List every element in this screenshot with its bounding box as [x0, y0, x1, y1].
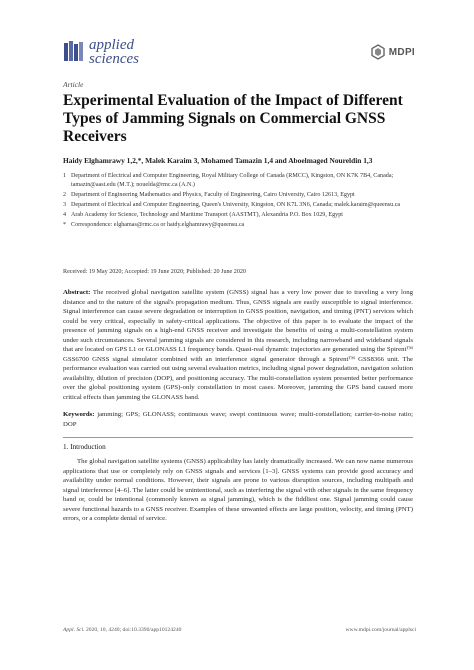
section-divider: [63, 437, 413, 438]
affiliation-text: Department of Engineering Mathematics and Physics, Faculty of Engineering, Cairo University, Cairo 12613, Egypt: [71, 192, 355, 199]
abstract-text: The received global navigation satellite system (GNSS) signal has a very low power due to traveling a very long distance and to the nature of the signal's propagation medium. Thus, GNSS signals are easily susceptible to signal interference. Signal interference can cause severe degradation or interruption in GNSS position, navigation, and timing (PNT) services which could be very critical, especially in safety-critical applications. The objective of this paper is to evaluate the impact of the presence of jamming signals on a high-end GNSS receiver and investigate the benefits of using a multi-constellation system under such circumstances. Several jamming signals are considered in this research, including narrowband and wideband signals that are located on GPS L1 or GLONASS L1 frequency bands. Quasi-real dynamic trajectories are generated using the Spirent™ GSS6700 GNSS signal simulator combined with an interference signal generator through a Spirent™ GSS8366 unit. The performance evaluation was carried out using several evaluation metrics, including signal power degradation, navigation solution availability, dilution of precision (DOP), and positioning accuracy. The multi-constellation system presented better performance over the global positioning system (GPS)-only constellation in most cases. Moreover, jamming the GPS band caused more critical effects than jamming the GLONASS band.: [63, 289, 413, 401]
affiliation-item: [63, 201, 423, 210]
publisher-logo: [370, 44, 415, 60]
correspondence: [63, 221, 423, 230]
affiliation-list: [63, 172, 423, 231]
keywords-text: jamming; GPS; GLONASS; continuous wave; swept continuous wave; multi-constellation; carrier-to-noise ratio; DOP: [63, 411, 413, 428]
affiliation-number: 3: [63, 202, 67, 209]
abstract: [63, 288, 413, 402]
affiliation-text: Department of Electrical and Computer Engineering, Queen's University, Kingston, ON K7L 3N6, Canada; malek.karaim@queensu.ca: [71, 202, 401, 209]
affiliation-text: Department of Electrical and Computer Engineering, Royal Military College of Canada (RMCC), Kingston, ON K7K 7B4, Canada; tamazin@aast.edu (M.T.); nouelda@rmc.ca (A.N.): [71, 173, 394, 189]
affiliation-number: 4: [63, 212, 67, 219]
publication-dates: Received: 19 May 2020; Accepted: 19 June 2020; Published: 20 June 2020: [63, 269, 246, 275]
affiliation-number: 1: [63, 173, 67, 179]
affiliation-number: *: [63, 222, 67, 229]
journal-name-line2: sciences: [89, 51, 139, 67]
section-heading: 1. Introduction: [63, 443, 106, 451]
author-list: Haidy Elghamrawy 1,2,*, Malek Karaim 3, Mohamed Tamazin 1,4 and Aboelmaged Noureldin 1,3: [63, 156, 373, 165]
journal-logo: [63, 38, 139, 66]
footer-journal-abbrev: Appl. Sci.: [63, 627, 85, 633]
introduction-text: The global navigation satellite systems (GNSS) applicability has lately dramatically increased. We can now name numerous applications that use or completely rely on GNSS signals and services [1–3]. GNSS systems can provide good accuracy and availability under normal conditions. However, their signals are prone to various disruption sources, including multipath and signal interference [4–6]. The latter could be unintentional, such as interfering the signal with other signals in the same frequency band or, could be intentional (commonly known as signal jamming), which is the fiddliest one. Signal jamming could cause severe functional hazards to a GNSS receiver. Examples of these unwanted effects are large position, velocity, and timing (PNT) errors, or a complete denial of service.: [63, 458, 413, 522]
footer-website[interactable]: www.mdpi.com/journal/applsci: [345, 627, 416, 633]
abstract-label: Abstract:: [63, 289, 91, 296]
journal-name: [89, 38, 139, 66]
affiliation-item: [63, 191, 423, 200]
keywords: [63, 410, 413, 429]
keywords-label: Keywords:: [63, 411, 95, 418]
affiliation-item: [63, 211, 423, 220]
journal-name-line1: applied: [89, 37, 134, 53]
affiliation-number: 2: [63, 192, 67, 199]
affiliation-item: [63, 172, 423, 191]
journal-logo-icon: [63, 40, 85, 64]
paper-title: Experimental Evaluation of the Impact of Different Types of Jamming Signals on Commercial GNSS Receivers: [63, 92, 403, 145]
publisher-name: MDPI: [388, 46, 415, 58]
correspondence-text: Correspondence: elghamas@rmc.ca or haidy.elghamrawy@queensu.ca: [71, 222, 245, 229]
mdpi-hexagon-icon: [370, 44, 386, 60]
affiliation-text: Arab Academy for Science, Technology and Maritime Transport (AASTMT), Alexandria P.O. Box 1029, Egypt: [71, 212, 343, 219]
footer-citation: [63, 627, 181, 633]
article-type: Article: [63, 80, 84, 89]
footer-citation-text: 2020, 10, 4240; doi:10.3390/app10124240: [84, 627, 182, 633]
